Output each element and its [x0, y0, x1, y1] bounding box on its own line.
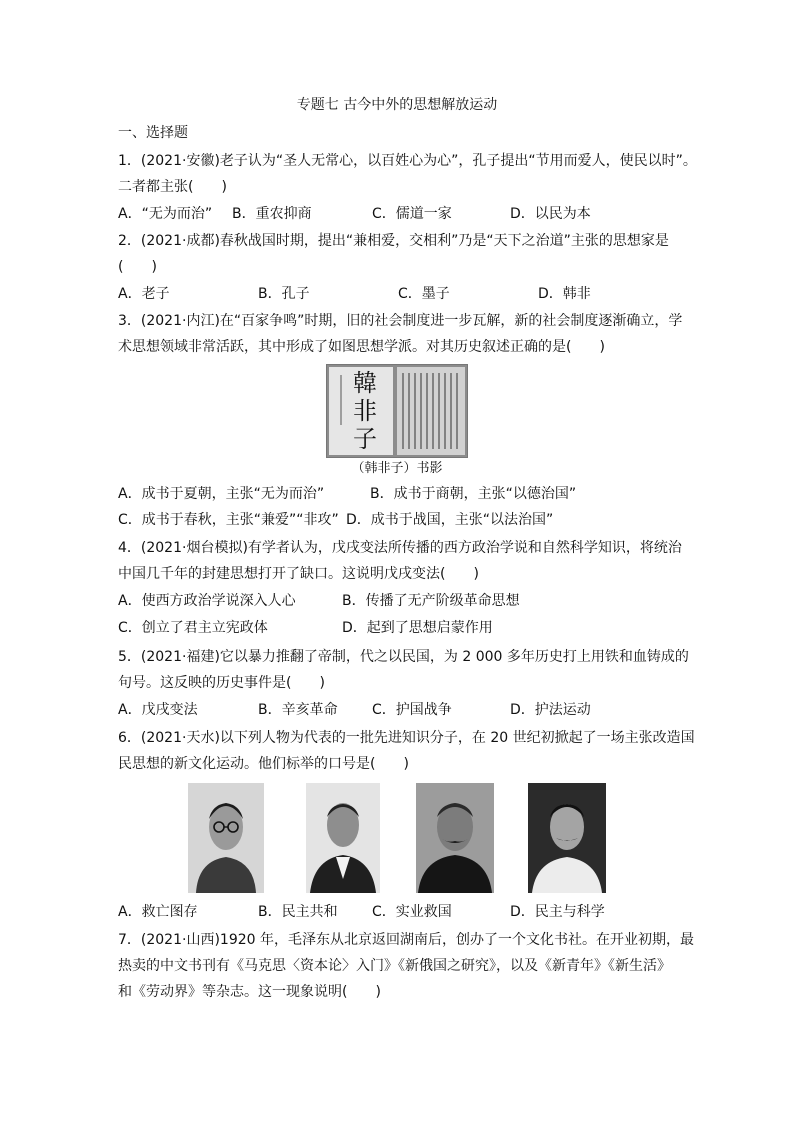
q3-stem-line2: 术思想领域非常活跃，其中形成了如图思想学派。对其历史叙述正确的是( ) — [118, 339, 605, 355]
portrait-photo-4 — [528, 783, 606, 893]
q3-option-b: B．成书于商朝，主张“以德治国” — [370, 486, 577, 502]
q1-option-b: B．重农抑商 — [232, 206, 312, 222]
q3-stem-line1: 3．(2021·内江)在“百家争鸣”时期，旧的社会制度进一步瓦解，新的社会制度逐渐确立，学 — [118, 313, 683, 329]
q4-option-d: D．起到了思想启蒙作用 — [342, 620, 493, 636]
q2-stem-line1: 2．(2021·成都)春秋战国时期，提出“兼相爱，交相利”乃是“天下之治道”主张的思想家是 — [118, 233, 669, 249]
q4-option-b: B．传播了无产阶级革命思想 — [342, 593, 520, 609]
q1-option-d: D．以民为本 — [510, 206, 591, 222]
portrait-photo-3 — [416, 783, 494, 893]
q5-option-c: C．护国战争 — [372, 702, 452, 718]
q3-option-a: A．成书于夏朝，主张“无为而治” — [118, 486, 325, 502]
q4-stem-line2: 中国几千年的封建思想打开了缺口。这说明戊戌变法( ) — [118, 566, 479, 582]
q2-stem-line2: ( ) — [118, 259, 157, 275]
q6-option-a: A．救亡图存 — [118, 904, 198, 920]
q2-option-b: B．孔子 — [258, 286, 310, 302]
q4-option-a: A．使西方政治学说深入人心 — [118, 593, 296, 609]
q6-option-d: D．民主与科学 — [510, 904, 605, 920]
q1-stem-line1: 1．(2021·安徽)老子认为“圣人无常心，以百姓心为心”，孔子提出“节用而爱人，使民以时”。 — [118, 153, 697, 169]
section-heading: 一、选择题 — [118, 125, 188, 141]
q6-stem-line2: 民思想的新文化运动。他们标举的口号是( ) — [118, 756, 409, 772]
q7-stem-line3: 和《劳动界》等杂志。这一现象说明( ) — [118, 984, 381, 1000]
q4-stem-line1: 4．(2021·烟台模拟)有学者认为，戊戌变法所传播的西方政治学说和自然科学知识，将统治 — [118, 540, 682, 556]
q5-option-a: A．戊戌变法 — [118, 702, 198, 718]
q6-option-c: C．实业救国 — [372, 904, 452, 920]
q5-stem-line1: 5．(2021·福建)它以暴力推翻了帝制，代之以民国，为 2 000 多年历史打上用铁和血铸成的 — [118, 649, 689, 665]
q1-option-a: A．“无为而治” — [118, 206, 213, 222]
q2-option-c: C．墨子 — [398, 286, 450, 302]
book-title-seal-text: 韓非子 — [353, 369, 377, 453]
q3-image-caption: （韩非子）书影 — [351, 461, 443, 476]
q5-stem-line2: 句号。这反映的历史事件是( ) — [118, 675, 325, 691]
q6-option-b: B．民主共和 — [258, 904, 338, 920]
q2-option-d: D．韩非 — [538, 286, 591, 302]
q3-option-d: D．成书于战国，主张“以法治国” — [346, 512, 554, 528]
q6-stem-line1: 6．(2021·天水)以下列人物为代表的一批先进知识分子，在 20 世纪初掀起了一场主张改造国 — [118, 730, 695, 746]
q4-option-c: C．创立了君主立宪政体 — [118, 620, 268, 636]
q1-option-c: C．儒道一家 — [372, 206, 452, 222]
portrait-photo-2 — [306, 783, 380, 893]
q7-stem-line1: 7．(2021·山西)1920 年，毛泽东从北京返回湖南后，创办了一个文化书社。在开业初期，最 — [118, 932, 694, 948]
q5-option-d: D．护法运动 — [510, 702, 591, 718]
hanfeizi-book-image — [326, 364, 468, 458]
q5-option-b: B．辛亥革命 — [258, 702, 338, 718]
portrait-photo-1 — [188, 783, 264, 893]
q3-option-c: C．成书于春秋，主张“兼爱”“非攻” — [118, 512, 339, 528]
q2-option-a: A．老子 — [118, 286, 170, 302]
q1-stem-line2: 二者都主张( ) — [118, 179, 227, 195]
q7-stem-line2: 热卖的中文书刊有《马克思〈资本论〉入门》《新俄国之研究》，以及《新青年》《新生活》 — [118, 958, 671, 974]
page-title: 专题七 古今中外的思想解放运动 — [296, 97, 498, 113]
